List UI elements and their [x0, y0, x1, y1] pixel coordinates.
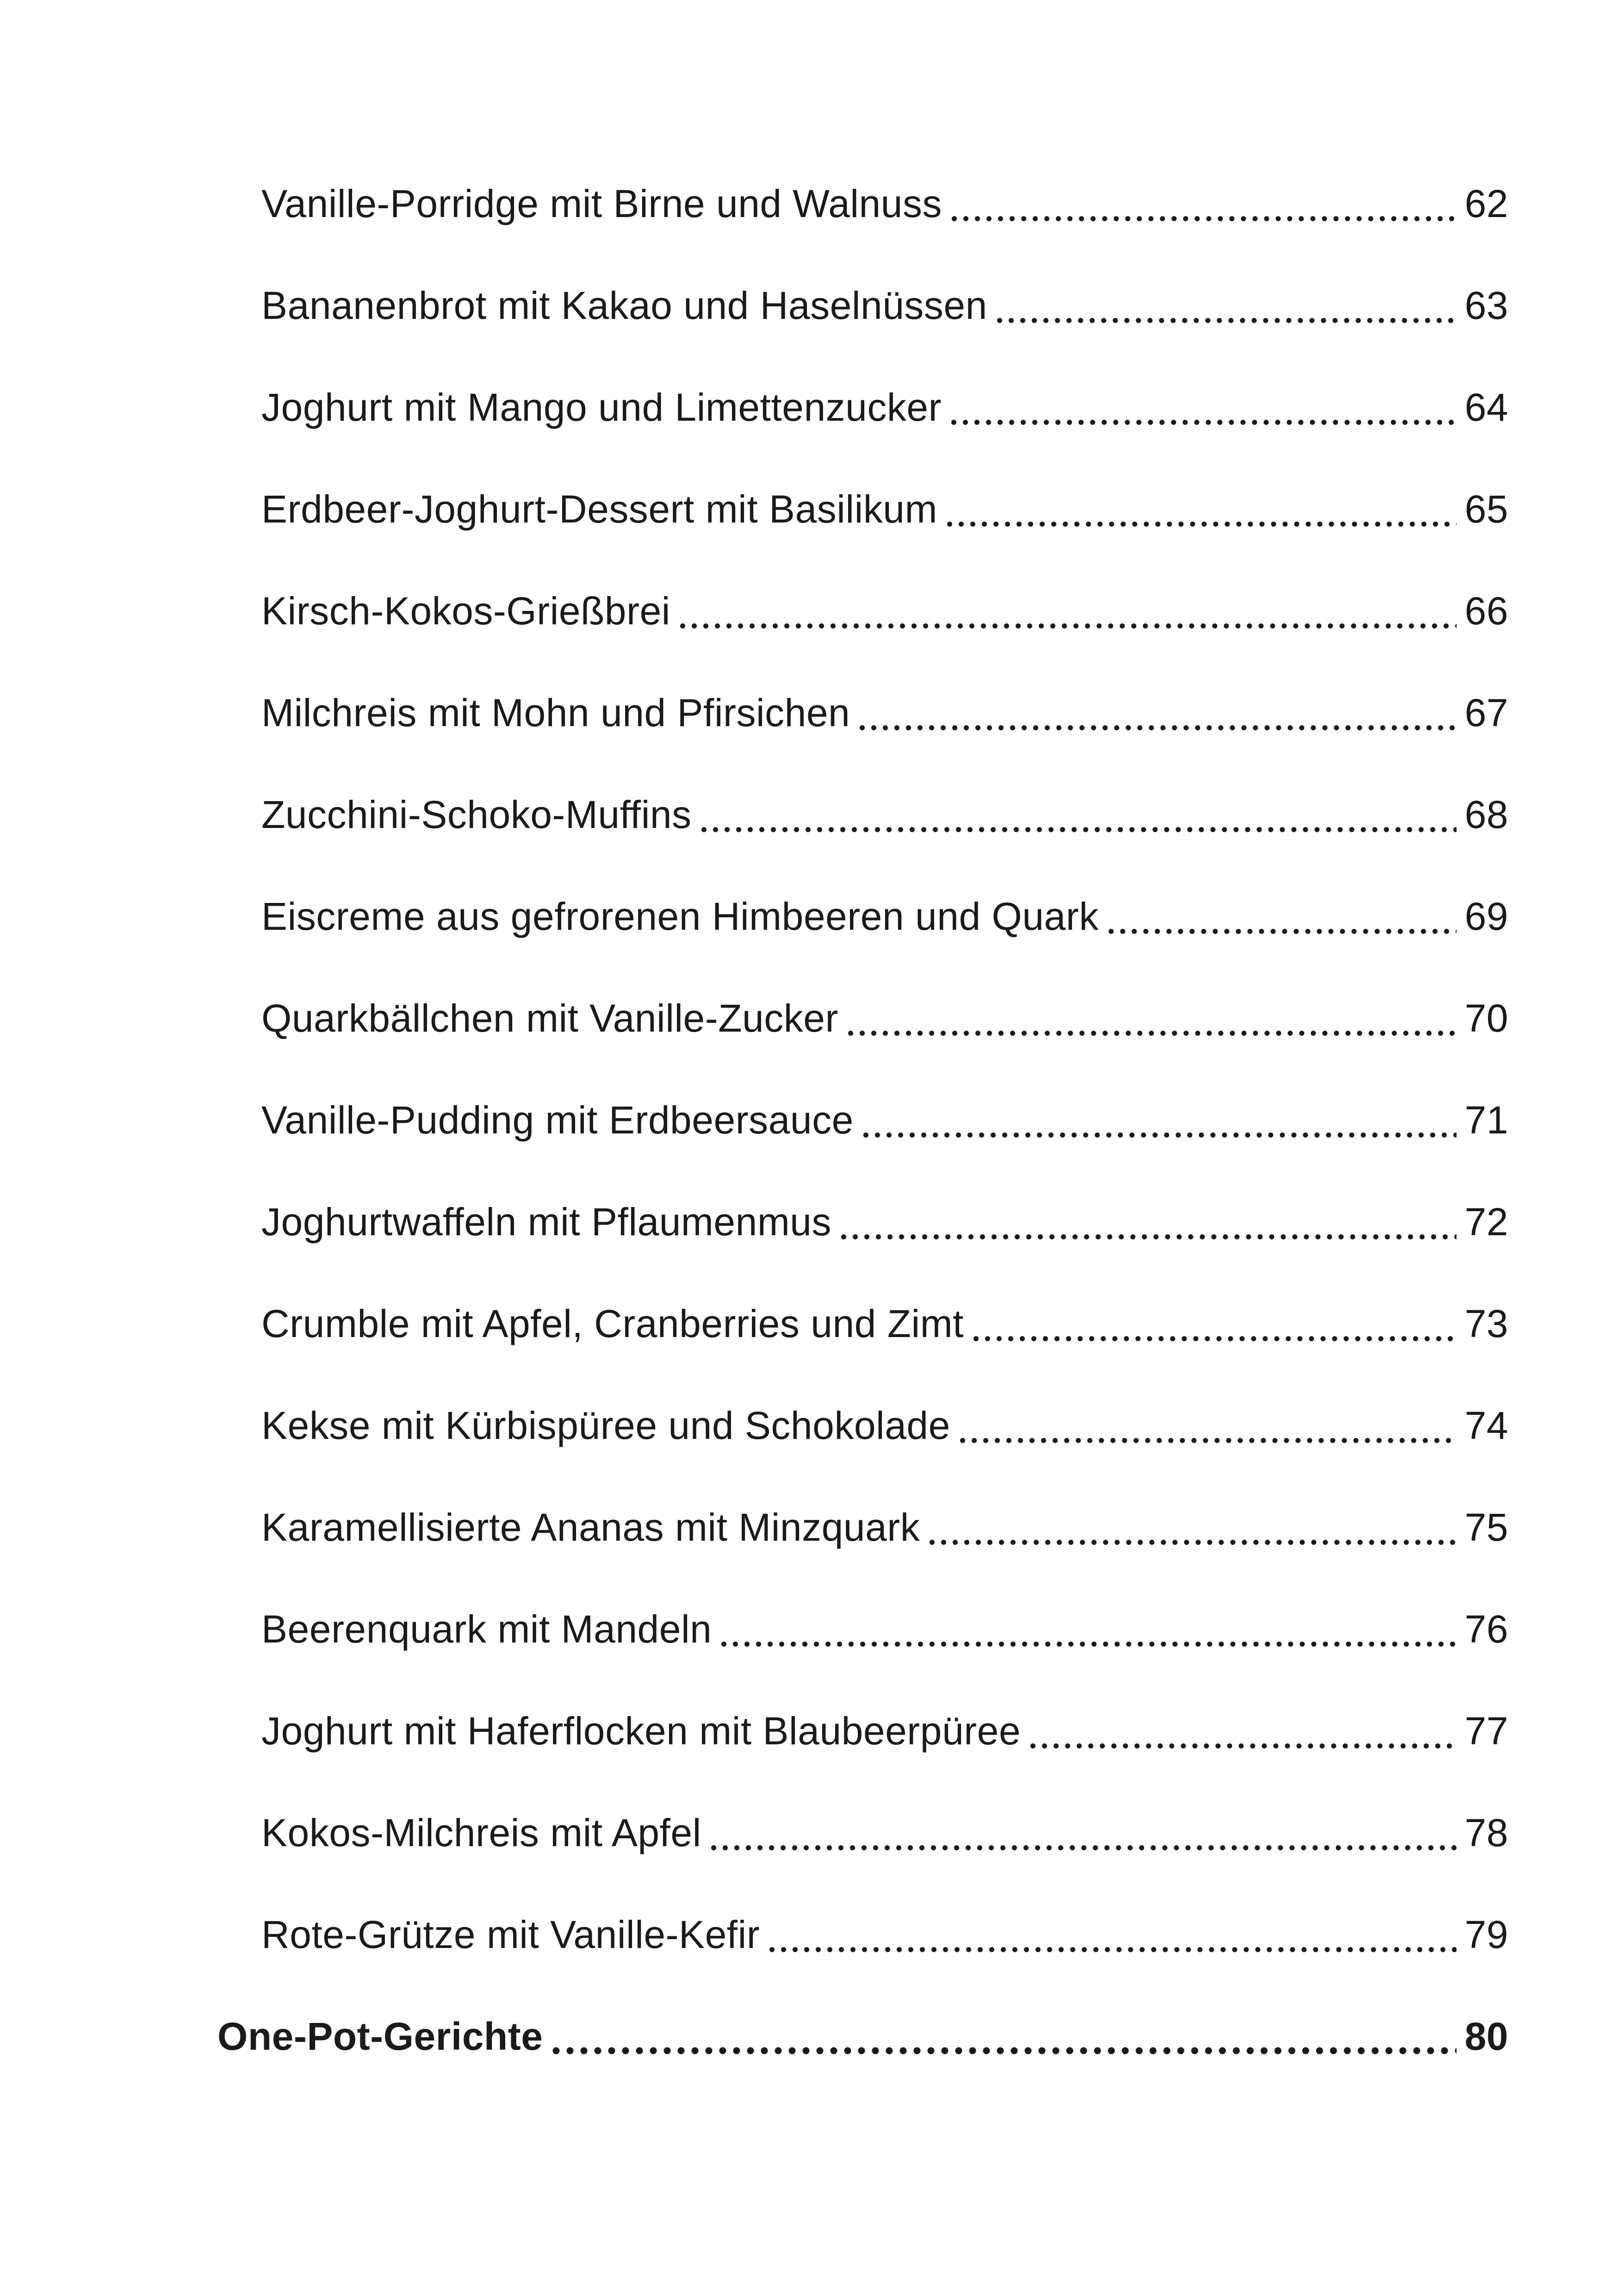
toc-entry-page: 62 [1464, 182, 1508, 225]
toc-entry-page: 70 [1464, 996, 1508, 1040]
toc-entry-page: 74 [1464, 1404, 1508, 1447]
toc-entry-page: 67 [1464, 691, 1508, 734]
toc-dot-leader [838, 1202, 1457, 1241]
toc-entry-page: 72 [1464, 1200, 1508, 1244]
toc-entry[interactable] [217, 1476, 1508, 1578]
toc-entry[interactable] [217, 764, 1508, 865]
toc-chapter-page: 80 [1464, 2015, 1508, 2058]
toc-entry[interactable] [217, 356, 1508, 458]
toc-entry-title: Eiscreme aus gefrorenen Himbeeren und Quark [261, 895, 1099, 938]
toc-dot-leader [677, 591, 1457, 630]
toc-entry[interactable] [217, 1375, 1508, 1476]
toc-entry-page: 78 [1464, 1811, 1508, 1854]
toc-dot-leader [994, 286, 1457, 325]
toc-entry[interactable] [217, 865, 1508, 967]
toc-entry-page: 63 [1464, 284, 1508, 327]
toc-dot-leader [766, 1915, 1456, 1954]
toc-dot-leader [708, 1813, 1457, 1852]
toc-dot-leader [1105, 897, 1457, 936]
toc-entry-page: 68 [1464, 793, 1508, 836]
toc-entry-title: Bananenbrot mit Kakao und Haselnüssen [261, 284, 987, 327]
toc-entry-title: Joghurt mit Haferflocken mit Blaubeerpüree [261, 1709, 1021, 1753]
toc-entry[interactable] [217, 1680, 1508, 1782]
toc-dot-leader [926, 1508, 1456, 1547]
toc-entry-title: Kokos-Milchreis mit Apfel [261, 1811, 701, 1854]
toc-entry-title: Joghurt mit Mango und Limettenzucker [261, 386, 942, 429]
toc-entry-title: Karamellisierte Ananas mit Minzquark [261, 1506, 920, 1549]
toc-entry-page: 73 [1464, 1302, 1508, 1345]
toc-entry-title: Beerenquark mit Mandeln [261, 1607, 712, 1651]
toc-entry-page: 65 [1464, 487, 1508, 531]
toc-entry[interactable] [217, 1069, 1508, 1171]
toc-entry-page: 66 [1464, 589, 1508, 633]
toc-dot-leader [957, 1406, 1457, 1445]
toc-entry-title: Kekse mit Kürbispüree und Schokolade [261, 1404, 950, 1447]
toc-entry[interactable] [217, 1884, 1508, 1985]
toc-chapter-title: One-Pot-Gerichte [217, 2015, 543, 2058]
toc-dot-leader [718, 1610, 1456, 1649]
toc-entry-title: Milchreis mit Mohn und Pfirsichen [261, 691, 850, 734]
toc-entry[interactable] [217, 967, 1508, 1069]
toc-dot-leader [948, 184, 1457, 223]
toc-entry[interactable] [217, 1578, 1508, 1680]
toc-entry-page: 79 [1464, 1913, 1508, 1956]
toc-entry-title: Vanille-Pudding mit Erdbeersauce [261, 1098, 854, 1142]
toc-entry-title: Erdbeer-Joghurt-Dessert mit Basilikum [261, 487, 937, 531]
toc-entry-page: 77 [1464, 1709, 1508, 1753]
toc-entry[interactable] [217, 560, 1508, 662]
toc-entry-title: Crumble mit Apfel, Cranberries und Zimt [261, 1302, 964, 1345]
toc-dot-leader [970, 1304, 1457, 1343]
toc-entry[interactable] [217, 662, 1508, 764]
toc-dot-leader [856, 693, 1456, 732]
toc-entry-title: Zucchini-Schoko-Muffins [261, 793, 692, 836]
toc-dot-leader [549, 2017, 1456, 2056]
toc-entry-page: 64 [1464, 386, 1508, 429]
toc-dot-leader [860, 1101, 1457, 1139]
toc-entry-page: 76 [1464, 1607, 1508, 1651]
toc-entry-title: Joghurtwaffeln mit Pflaumenmus [261, 1200, 832, 1244]
toc-entry[interactable] [217, 1171, 1508, 1273]
toc-entry-page: 69 [1464, 895, 1508, 938]
toc-dot-leader [944, 490, 1457, 529]
toc-entry-title: Quarkbällchen mit Vanille-Zucker [261, 996, 838, 1040]
toc-dot-leader [948, 388, 1456, 427]
toc-entry[interactable] [217, 1782, 1508, 1884]
toc-entry-title: Vanille-Porridge mit Birne und Walnuss [261, 182, 942, 225]
toc-dot-leader [698, 795, 1457, 834]
toc-entry[interactable] [217, 1273, 1508, 1375]
table-of-contents [217, 153, 1508, 2087]
toc-dot-leader [845, 999, 1457, 1038]
toc-entry-title: Rote-Grütze mit Vanille-Kefir [261, 1913, 760, 1956]
toc-entry-title: Kirsch-Kokos-Grießbrei [261, 589, 670, 633]
toc-entry-page: 75 [1464, 1506, 1508, 1549]
toc-entry[interactable] [217, 255, 1508, 356]
toc-dot-leader [1027, 1711, 1456, 1750]
toc-entry-page: 71 [1464, 1098, 1508, 1142]
toc-entry[interactable] [217, 458, 1508, 560]
toc-chapter-entry[interactable] [217, 1985, 1508, 2087]
toc-entry[interactable] [217, 153, 1508, 255]
